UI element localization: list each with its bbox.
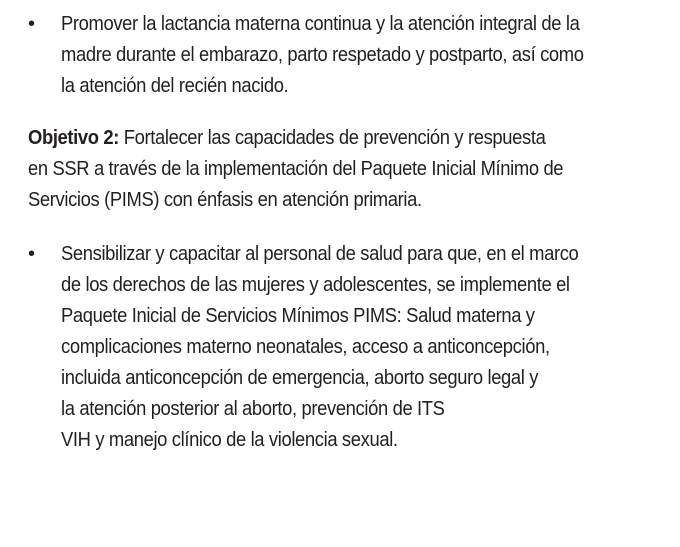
bullet-marker: • <box>28 243 36 265</box>
objective-2-label: Objetivo 2: <box>28 127 120 149</box>
bullet-2-line-5: incluida anticoncepción de emergencia, aborto seguro legal y <box>61 367 539 389</box>
objective-2-text: Fortalecer las capacidades de prevención y respuesta <box>119 127 546 149</box>
bullet-2-line-2: de los derechos de las mujeres y adolescentes, se implemente el <box>61 274 570 296</box>
objective-2-line-1 <box>28 126 545 150</box>
bullet-2-line-7: VIH y manejo clínico de la violencia sexual. <box>61 429 398 451</box>
bullet-2-line-3: Paquete Inicial de Servicios Mínimos PIMS: Salud materna y <box>61 305 535 327</box>
bullet-1-line-1: Promover la lactancia materna continua y la atención integral de la <box>61 13 580 35</box>
objective-2-line-2: en SSR a través de la implementación del Paquete Inicial Mínimo de <box>28 158 564 180</box>
bullet-2-line-1: Sensibilizar y capacitar al personal de salud para que, en el marco <box>61 243 579 265</box>
bullet-marker: • <box>28 13 36 35</box>
bullet-2-line-6: la atención posterior al aborto, prevención de ITS <box>61 398 445 420</box>
bullet-1-line-3: la atención del recién nacido. <box>61 75 289 97</box>
bullet-1-line-2: madre durante el embarazo, parto respetado y postparto, así como <box>61 44 584 66</box>
objective-2-line-3: Servicios (PIMS) con énfasis en atención primaria. <box>28 189 422 211</box>
bullet-2-line-4: complicaciones materno neonatales, acceso a anticoncepción, <box>61 336 550 358</box>
